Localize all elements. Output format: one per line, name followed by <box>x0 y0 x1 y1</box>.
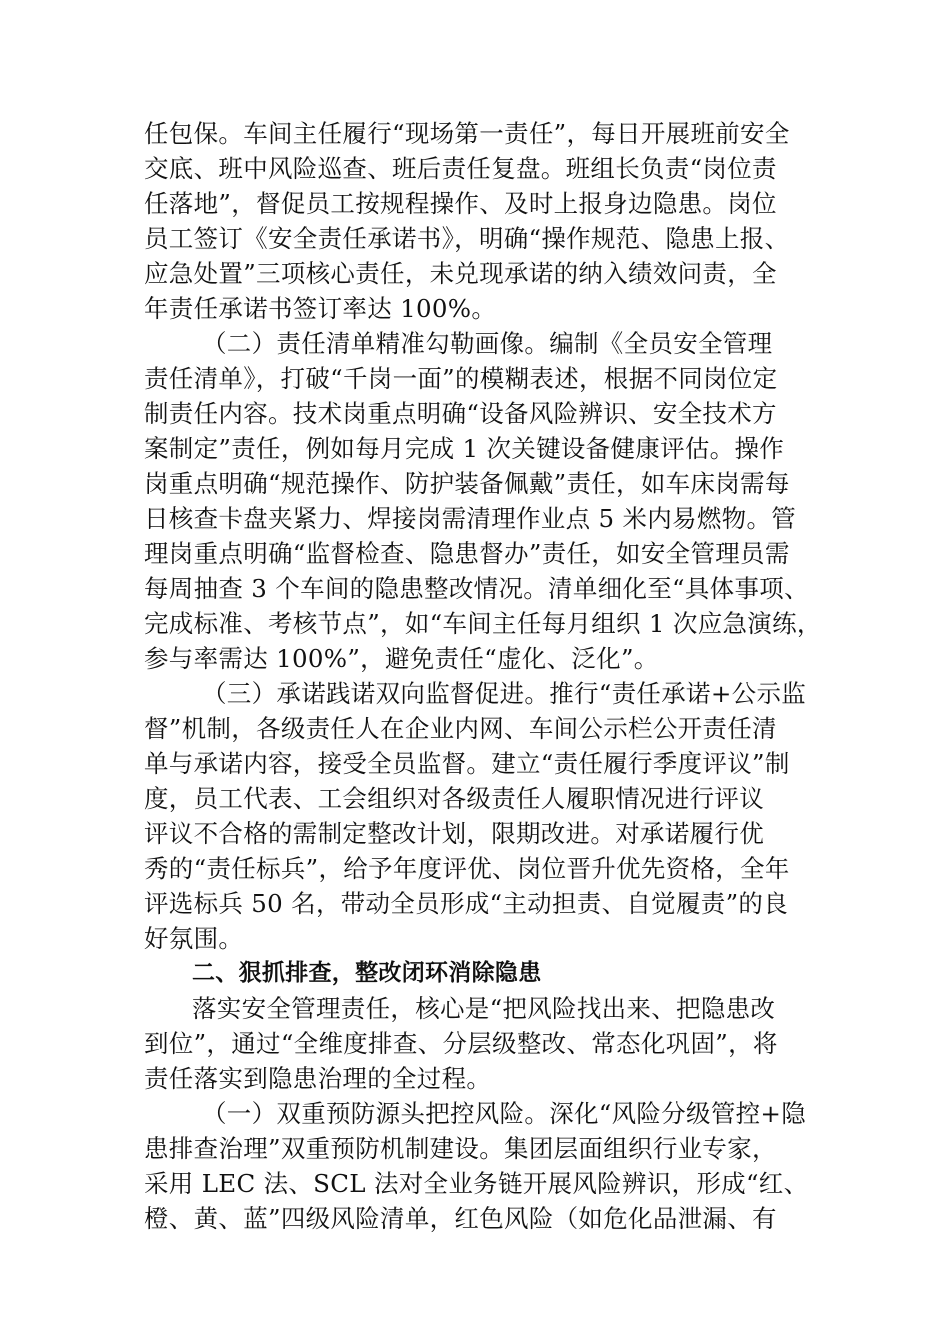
text-line: 评选标兵 50 名，带动全员形成“主动担责、自觉履责”的良 <box>144 889 788 918</box>
section-lead-line: （三）承诺践诺双向监督促进。推行“责任承诺+公示监 <box>202 679 807 708</box>
text-line: 年责任承诺书签订率达 100%。 <box>144 294 497 323</box>
text-line: 员工签订《安全责任承诺书》，明确“操作规范、隐患上报、 <box>144 224 790 253</box>
text-line: 完成标准、考核节点”，如“车间主任每月组织 1 次应急演练， <box>144 609 822 638</box>
text-line: 采用 LEC 法、SCL 法对全业务链开展风险辨识，形成“红、 <box>144 1169 809 1198</box>
text-line: 日核查卡盘夹紧力、焊接岗需清理作业点 5 米内易燃物。管 <box>144 504 797 533</box>
paragraph-lead-line: 落实安全管理责任，核心是“把风险找出来、把隐患改 <box>192 994 776 1023</box>
text-line: 理岗重点明确“监督检查、隐患督办”责任，如安全管理员需 <box>144 539 790 568</box>
text-line: 责任落实到隐患治理的全过程。 <box>144 1064 492 1093</box>
text-line: 责任清单》，打破“千岗一面”的模糊表述，根据不同岗位定 <box>144 364 778 393</box>
text-line: 制责任内容。技术岗重点明确“设备风险辨识、安全技术方 <box>144 399 777 428</box>
text-line: 橙、黄、蓝”四级风险清单，红色风险（如危化品泄漏、有 <box>144 1204 777 1233</box>
text-line: 案制定”责任，例如每月完成 1 次关键设备健康评估。操作 <box>144 434 785 463</box>
text-line: 好氛围。 <box>144 924 244 953</box>
text-line: 督”机制，各级责任人在企业内网、车间公示栏公开责任清 <box>144 714 777 743</box>
text-line: 患排查治理”双重预防机制建设。集团层面组织行业专家， <box>144 1134 777 1163</box>
text-line: 任落地”，督促员工按规程操作、及时上报身边隐患。岗位 <box>144 189 777 218</box>
text-line: 度，员工代表、工会组织对各级责任人履职情况进行评议 <box>144 784 764 813</box>
text-line: 交底、班中风险巡查、班后责任复盘。班组长负责“岗位责 <box>144 154 777 183</box>
text-line: 任包保。车间主任履行“现场第一责任”，每日开展班前安全 <box>144 119 790 148</box>
text-line: 每周抽查 3 个车间的隐患整改情况。清单细化至“具体事项、 <box>144 574 809 603</box>
section-lead-line: （二）责任清单精准勾勒画像。编制《全员安全管理 <box>202 329 773 358</box>
text-line: 参与率需达 100%”，避免责任“虚化、泛化”。 <box>144 644 659 673</box>
text-line: 岗重点明确“规范操作、防护装备佩戴”责任，如车床岗需每 <box>144 469 790 498</box>
text-line: 到位”，通过“全维度排查、分层级整改、常态化巩固”，将 <box>144 1029 778 1058</box>
text-line: 应急处置”三项核心责任，未兑现承诺的纳入绩效问责，全 <box>144 259 777 288</box>
section-heading: 二、狠抓排查，整改闭环消除隐患 <box>192 960 542 986</box>
document-body <box>144 116 834 1236</box>
text-line: 评议不合格的需制定整改计划，限期改进。对承诺履行优 <box>144 819 764 848</box>
text-line: 秀的“责任标兵”，给予年度评优、岗位晋升优先资格，全年 <box>144 854 790 883</box>
section-lead-line: （一）双重预防源头把控风险。深化“风险分级管控+隐 <box>202 1099 807 1128</box>
text-line: 单与承诺内容，接受全员监督。建立“责任履行季度评议”制 <box>144 749 790 778</box>
